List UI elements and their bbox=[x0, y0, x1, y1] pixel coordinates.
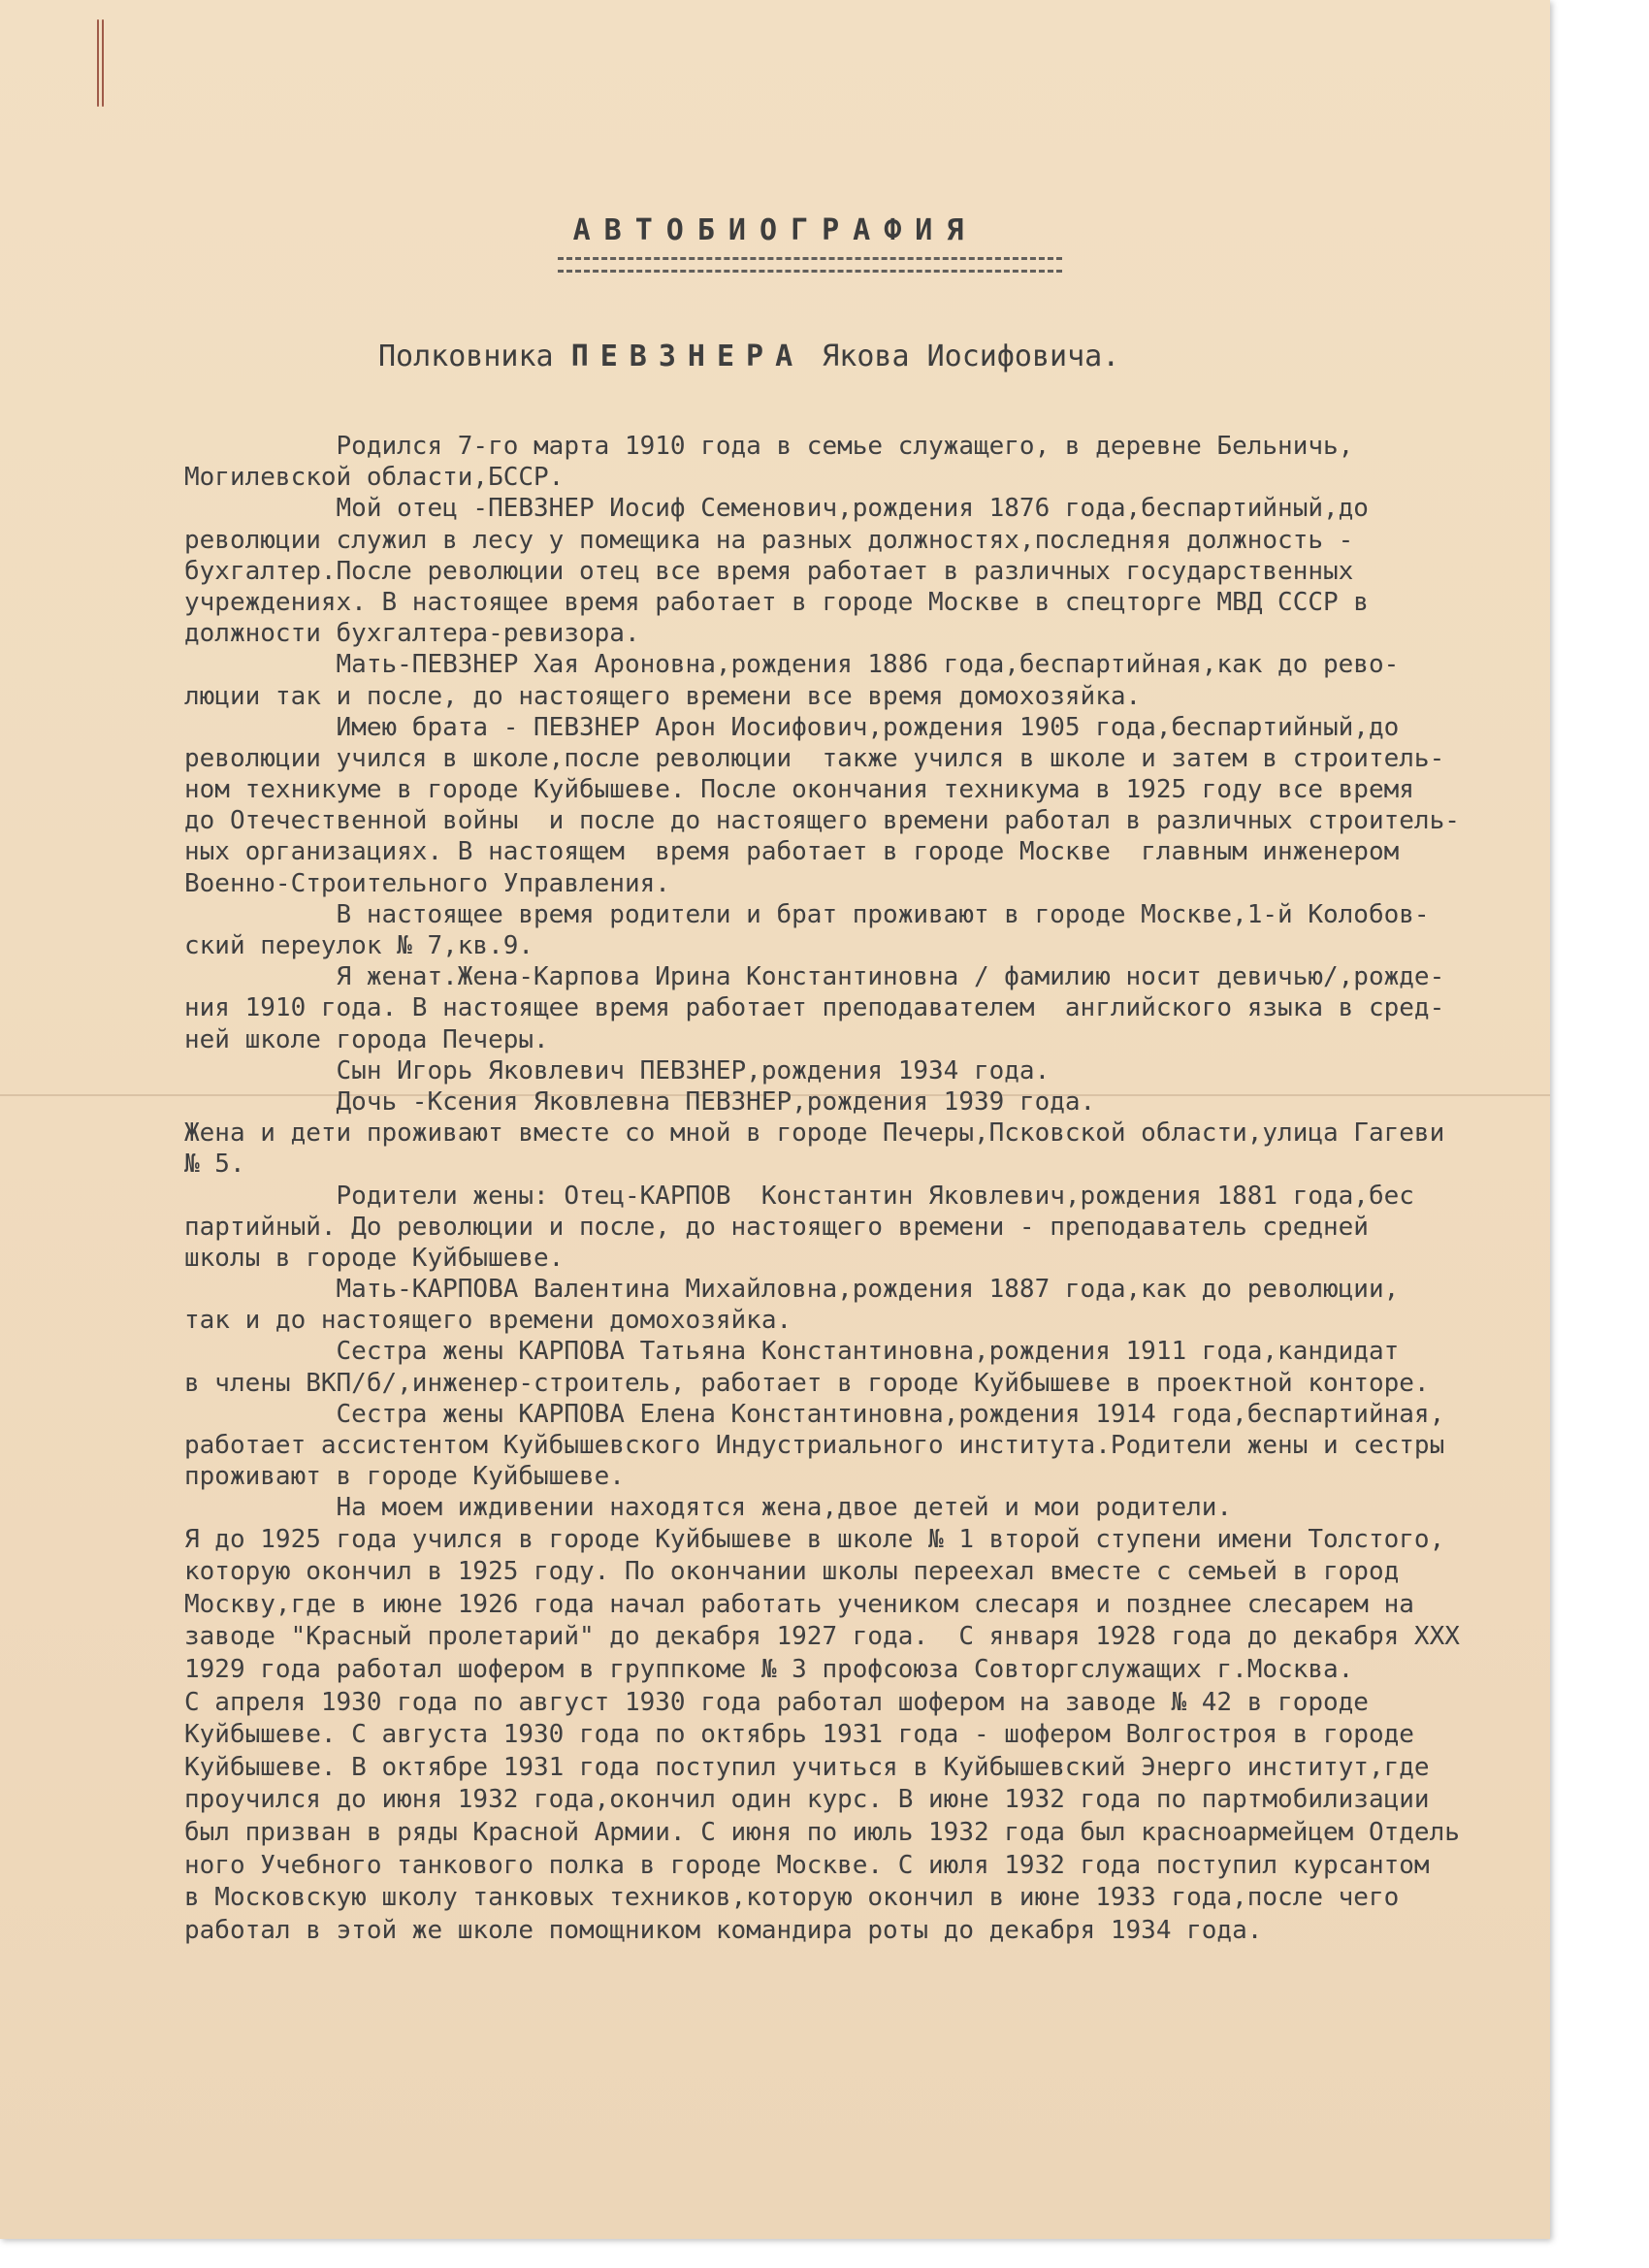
document-body bbox=[184, 431, 1550, 1947]
body-line: Дочь -Ксения Яковлевна ПЕВЗНЕР,рождения 1939 года. bbox=[184, 1086, 1096, 1117]
body-line: ном техникуме в городе Куйбышеве. После окончания техникума в 1925 году все время bbox=[184, 775, 1414, 805]
body-line: проучился до июня 1932 года,окончил один курс. В июне 1932 года по партмобилизации bbox=[184, 1785, 1430, 1815]
body-line: Сестра жены КАРПОВА Елена Константиновна,рождения 1914 года,беспартийная, bbox=[184, 1399, 1445, 1429]
body-line: проживают в городе Куйбышеве. bbox=[184, 1462, 625, 1492]
body-line: ния 1910 года. В настоящее время работает преподавателем английского языка в сред- bbox=[184, 993, 1445, 1023]
body-line: ного Учебного танкового полка в городе Москве. С июля 1932 года поступил курсантом bbox=[184, 1850, 1430, 1880]
body-line: в члены ВКП/б/,инженер-строитель, работает в городе Куйбышеве в проектной конторе. bbox=[184, 1368, 1430, 1398]
body-line: Сын Игорь Яковлевич ПЕВЗНЕР,рождения 1934 года. bbox=[184, 1055, 1051, 1085]
body-line: ных организациях. В настоящем время работает в городе Москве главным инженером bbox=[184, 837, 1400, 867]
body-line: работает ассистентом Куйбышевского Индустриального института.Родители жены и сестры bbox=[184, 1431, 1445, 1460]
body-line: люции так и после, до настоящего времени все время домохозяйка. bbox=[184, 681, 1142, 711]
document-title: АВТОБИОГРАФИЯ bbox=[572, 213, 978, 247]
body-line: На моем иждивении находятся жена,двое детей и мои родители. bbox=[184, 1493, 1233, 1523]
body-line: Могилевской области,БССР. bbox=[184, 463, 565, 493]
body-line: которую окончил в 1925 году. По окончании школы переехал вместе с семьей в город bbox=[184, 1557, 1400, 1587]
body-line: Мать-КАРПОВА Валентина Михайловна,рождения 1887 года,как до революции, bbox=[184, 1275, 1400, 1305]
body-line: революции служил в лесу у помещика на разных должностях,последняя должность - bbox=[184, 525, 1354, 555]
body-line: Родители жены: Отец-КАРПОВ Константин Яковлевич,рождения 1881 года,бес bbox=[184, 1181, 1414, 1211]
body-line: так и до настоящего времени домохозяйка. bbox=[184, 1306, 792, 1336]
body-line: до Отечественной войны и после до настоящего времени работал в различных строитель- bbox=[184, 806, 1460, 836]
body-line: Родился 7-го марта 1910 года в семье служащего, в деревне Бельничь, bbox=[184, 432, 1354, 461]
body-line: Куйбышеве. В октябре 1931 года поступил учиться в Куйбышевский Энерго институт,где bbox=[184, 1752, 1430, 1782]
body-line: 1929 года работал шофером в группкоме № 3 профсоюза Совторгслужащих г.Москва. bbox=[184, 1654, 1354, 1684]
body-line: Жена и дети проживают вместе со мной в городе Печеры,Псковской области,улица Гагеви bbox=[184, 1118, 1445, 1149]
body-line: Мать-ПЕВЗНЕР Хая Ароновна,рождения 1886 года,беспартийная,как до рево- bbox=[184, 650, 1400, 680]
body-line: Я до 1925 года учился в городе Куйбышеве в школе № 1 второй ступени имени Толстого, bbox=[184, 1524, 1445, 1554]
body-line: партийный. До революции и после, до настоящего времени - преподаватель средней bbox=[184, 1212, 1369, 1242]
body-line: Мой отец -ПЕВЗНЕР Иосиф Семенович,рождения 1876 года,беспартийный,до bbox=[184, 494, 1369, 524]
body-line: Я женат.Жена-Карпова Ирина Константиновна / фамилию носит девичью/,рожде- bbox=[184, 962, 1445, 992]
body-line: учреждениях. В настоящее время работает в городе Москве в спецторге МВД СССР в bbox=[184, 587, 1369, 617]
body-line: Сестра жены КАРПОВА Татьяна Константиновна,рождения 1911 года,кандидат bbox=[184, 1337, 1400, 1367]
body-line: ский переулок № 7,кв.9. bbox=[184, 931, 534, 960]
body-line: Куйбышеве. С августа 1930 года по октябрь 1931 года - шофером Волгостроя в городе bbox=[184, 1720, 1414, 1750]
body-line: должности бухгалтера-ревизора. bbox=[184, 619, 640, 649]
body-line: бухгалтер.После революции отец все время работает в различных государственных bbox=[184, 556, 1354, 586]
body-line: Военно-Строительного Управления. bbox=[184, 868, 670, 898]
body-line: Москву,где в июне 1926 года начал работать учеником слесаря и позднее слесарем на bbox=[184, 1589, 1414, 1619]
body-line: № 5. bbox=[184, 1150, 245, 1180]
body-line: В настоящее время родители и брат проживают в городе Москве,1-й Колобов- bbox=[184, 899, 1430, 929]
body-line: С апреля 1930 года по август 1930 года работал шофером на заводе № 42 в городе bbox=[184, 1687, 1369, 1717]
body-line: революции учился в школе,после революции также учился в школе и затем в строитель- bbox=[184, 743, 1445, 773]
subtitle-suffix: Якова Иосифовича. bbox=[804, 340, 1120, 373]
subtitle-surname: ПЕВЗНЕРА bbox=[570, 340, 805, 373]
body-line: ней школе города Печеры. bbox=[184, 1024, 549, 1054]
body-line: школы в городе Куйбышеве. bbox=[184, 1243, 565, 1273]
body-line: работал в этой же школе помощником командира роты до декабря 1934 года. bbox=[184, 1915, 1263, 1945]
body-line: заводе "Красный пролетарий" до декабря 1927 года. С января 1928 года до декабря XXX bbox=[184, 1622, 1460, 1652]
subtitle-prefix: Полковника bbox=[378, 340, 571, 373]
body-line: Имею брата - ПЕВЗНЕР Арон Иосифович,рождения 1905 года,беспартийный,до bbox=[184, 712, 1400, 742]
document-subtitle bbox=[378, 340, 1119, 373]
pen-mark bbox=[97, 19, 103, 107]
title-underline bbox=[558, 257, 1062, 273]
body-line: был призван в ряды Красной Армии. С июня по июль 1932 года был красноармейцем Отдель bbox=[184, 1817, 1460, 1847]
body-line: в Московскую школу танковых техников,которую окончил в июне 1933 года,после чего bbox=[184, 1883, 1400, 1913]
